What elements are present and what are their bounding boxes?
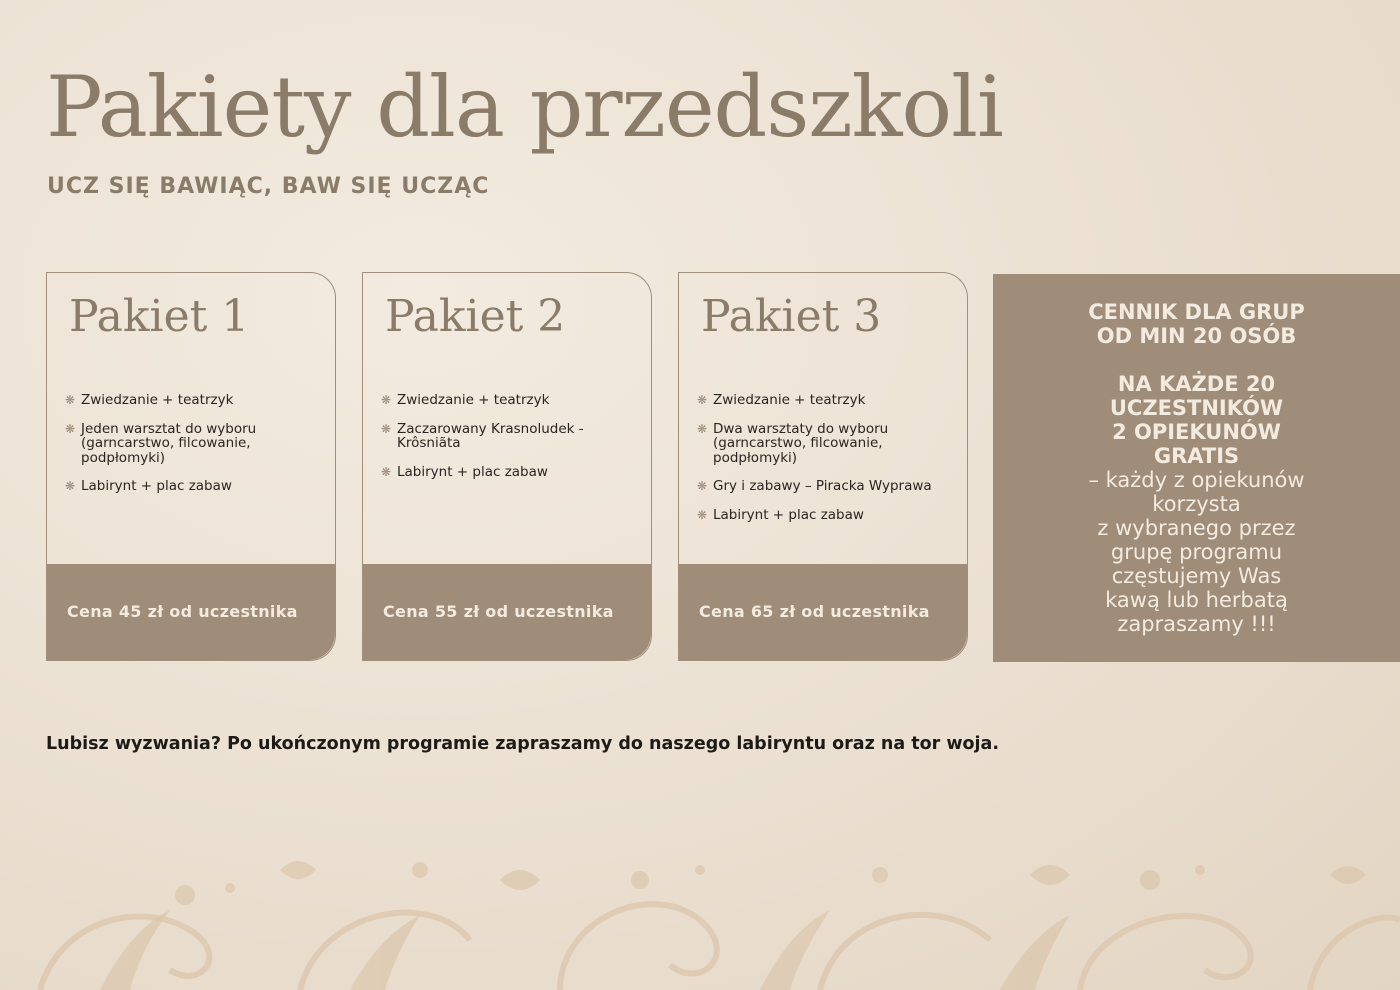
package-title: Pakiet 2 [385, 291, 566, 342]
pricing-text: korzysta [1152, 492, 1241, 516]
folk-ornament-decoration [0, 840, 1400, 990]
bullet-icon: ❋ [381, 464, 392, 479]
bullet-icon: ❋ [697, 421, 708, 436]
package-card-3 [678, 272, 968, 661]
price-bar [47, 564, 335, 660]
bullet-icon: ❋ [381, 421, 392, 436]
package-items [697, 393, 952, 536]
price-label: Cena 55 zł od uczestnika [383, 602, 614, 621]
price-label: Cena 65 zł od uczestnika [699, 602, 930, 621]
pricing-text: – każdy z opiekunów [1088, 468, 1305, 492]
list-item: ❋ Zwiedzanie + teatrzyk [381, 392, 550, 408]
list-item: ❋ Jeden warsztat do wyboru (garncarstwo, filcowanie, podpłomyki) [65, 420, 257, 466]
list-item: ❋ Labirynt + plac zabaw [381, 463, 548, 480]
bullet-icon: ❋ [65, 479, 76, 493]
price-label: Cena 45 zł od uczestnika [67, 602, 298, 621]
bullet-icon: ❋ [381, 393, 392, 407]
list-item: ❋ Gry i zabawy – Piracka Wyprawa [697, 478, 932, 494]
page-subtitle: UCZ SIĘ BAWIĄC, BAW SIĘ UCZĄC [47, 174, 490, 199]
bullet-icon: ❋ [697, 507, 708, 522]
pricing-text: częstujemy Was [1111, 564, 1282, 588]
pricing-text: z wybranego przez [1097, 516, 1296, 540]
package-title: Pakiet 3 [701, 291, 882, 342]
package-items [65, 393, 320, 508]
package-card-2 [362, 272, 652, 661]
bullet-icon: ❋ [65, 393, 76, 407]
list-item: ❋ Labirynt + plac zabaw [697, 506, 864, 523]
bullet-icon: ❋ [697, 393, 708, 407]
pricing-heading: OD MIN 20 OSÓB [1096, 324, 1297, 348]
pricing-offer: 2 OPIEKUNÓW [1112, 420, 1281, 444]
price-bar [679, 564, 967, 660]
list-item: ❋ Zwiedzanie + teatrzyk [697, 392, 866, 408]
pricing-offer: GRATIS [1153, 444, 1240, 468]
package-title: Pakiet 1 [69, 291, 250, 342]
pricing-offer: UCZESTNIKÓW [1109, 396, 1284, 420]
pricing-heading: CENNIK DLA GRUP [1088, 300, 1305, 324]
pricing-offer: NA KAŻDE 20 [1117, 372, 1276, 396]
bullet-icon: ❋ [697, 479, 708, 493]
group-pricing-box [993, 274, 1400, 662]
bullet-icon: ❋ [65, 421, 76, 436]
list-item: ❋ Zwiedzanie + teatrzyk [65, 392, 234, 408]
pricing-text: zapraszamy !!! [1117, 612, 1276, 636]
list-item: ❋ Labirynt + plac zabaw [65, 478, 232, 494]
pricing-text: grupę programu [1110, 540, 1283, 564]
page-title: Pakiety dla przedszkoli [46, 58, 1003, 156]
challenge-note: Lubisz wyzwania? Po ukończonym programie zapraszamy do naszego labiryntu oraz na tor woja. [46, 734, 999, 754]
list-item: ❋ Zaczarowany Krasnoludek - Krôsniãta [381, 420, 584, 451]
package-items [381, 393, 636, 493]
pricing-text: kawą lub herbatą [1105, 588, 1288, 612]
list-item: ❋ Dwa warsztaty do wyboru (garncarstwo, filcowanie, podpłomyki) [697, 420, 889, 466]
package-card-1 [46, 272, 336, 661]
price-bar [363, 564, 651, 660]
